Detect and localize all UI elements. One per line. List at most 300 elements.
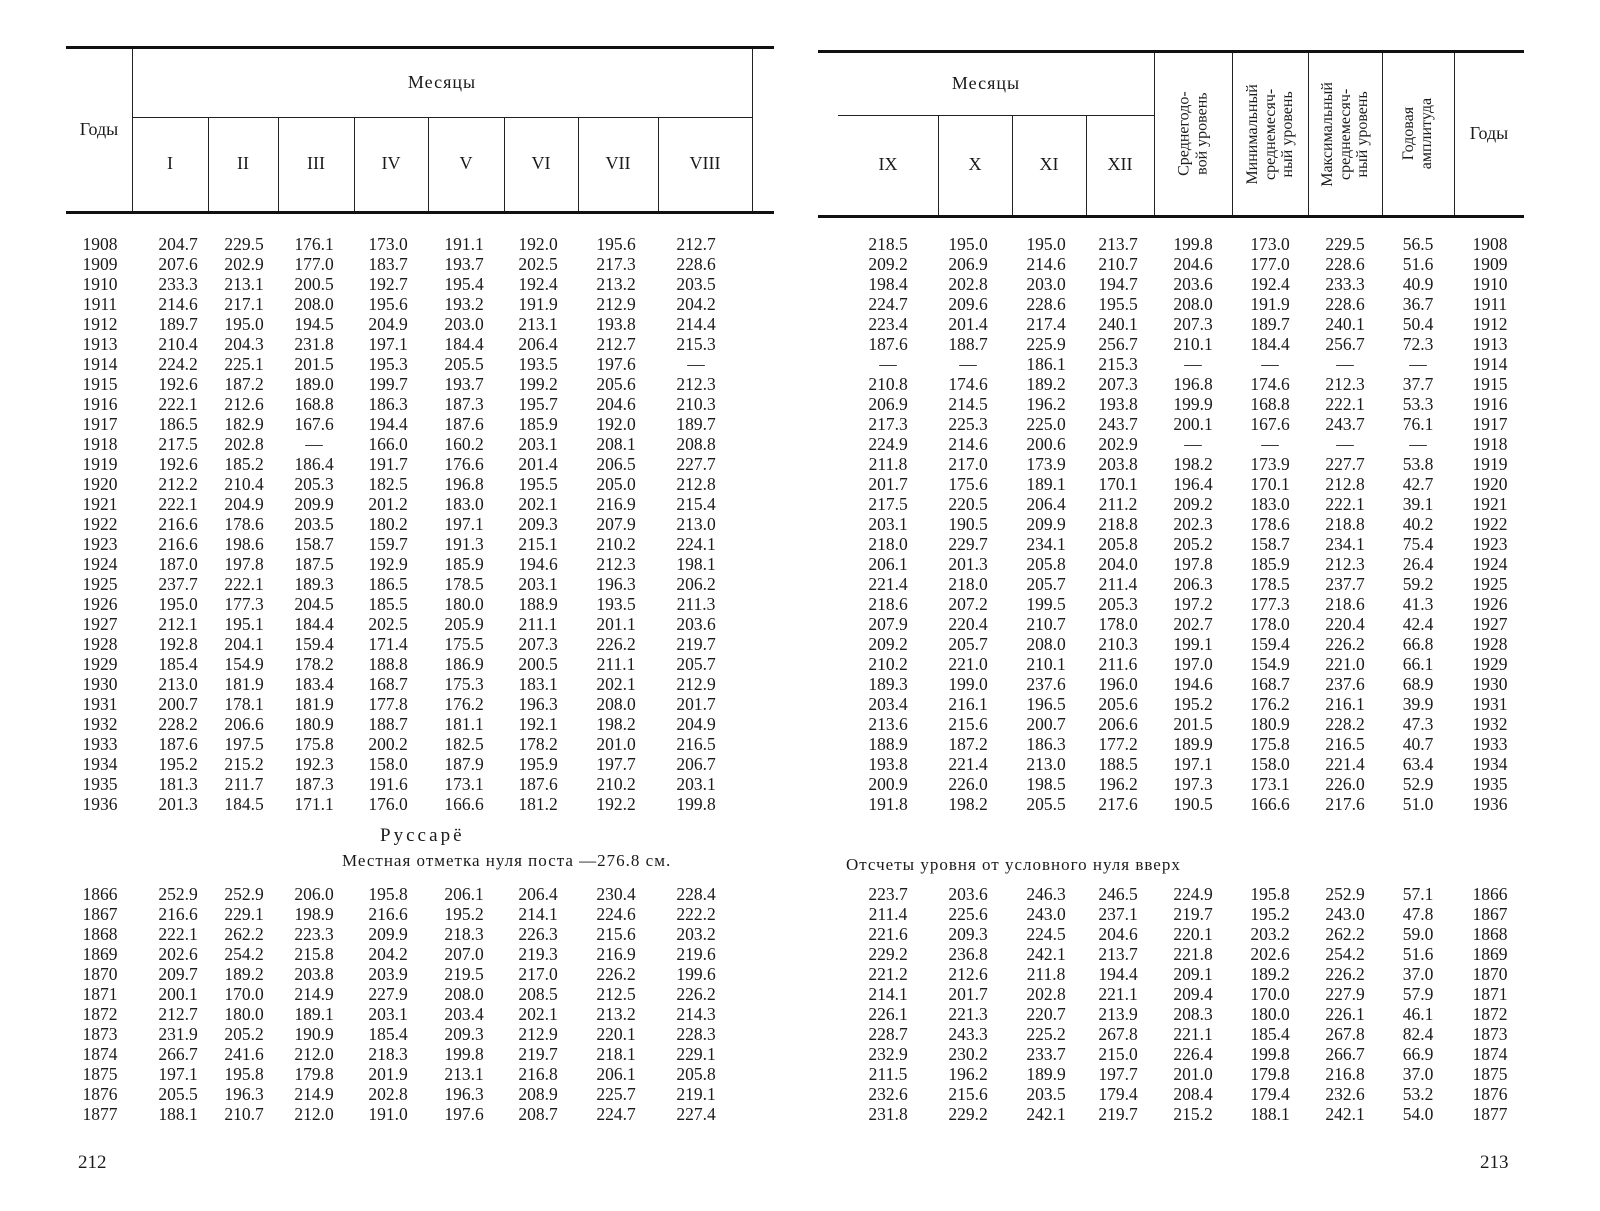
table-cell: 178.5 [444,574,484,594]
table-cell: 196.3 [518,694,558,714]
table-cell: 188.8 [368,654,408,674]
table-cell: 226.1 [1325,1004,1365,1024]
table-cell: 1912 [82,314,118,334]
table-cell: 193.7 [444,374,484,394]
table-cell: 228.4 [676,884,716,904]
table-body-1866-1877-right [818,884,1524,1124]
table-cell: 68.9 [1402,674,1434,694]
table-cell: 207.9 [596,514,636,534]
table-cell: 206.6 [1098,714,1138,734]
table-cell: 197.7 [1098,1064,1138,1084]
table-cell: 243.7 [1325,414,1365,434]
table-cell: 1917 [1472,414,1508,434]
table-cell: 252.9 [224,884,264,904]
table-cell: 203.5 [294,514,334,534]
table-cell: 211.5 [868,1064,908,1084]
table-cell: 205.3 [1098,594,1138,614]
table-cell: 1871 [82,984,118,1004]
table-cell: 195.8 [224,1064,264,1084]
table-cell: 224.6 [596,904,636,924]
table-cell: 39.9 [1402,694,1434,714]
table-row [818,454,1524,474]
table-cell: 184.5 [224,794,264,814]
table-cell: 203.0 [1026,274,1066,294]
table-cell: — [879,354,897,374]
table-cell: 209.7 [158,964,198,984]
table-cell: 221.4 [1325,754,1365,774]
table-row [818,474,1524,494]
table-cell: 211.1 [596,654,636,674]
table-cell: 204.2 [368,944,408,964]
table-cell: 205.8 [1098,534,1138,554]
table-row [66,274,766,294]
table-cell: 187.0 [158,554,198,574]
table-row [818,714,1524,734]
table-cell: 228.7 [868,1024,908,1044]
table-cell: 189.3 [294,574,334,594]
table-cell: 219.6 [676,944,716,964]
table-cell: 183.7 [368,254,408,274]
table-cell: 203.8 [1098,454,1138,474]
table-cell: 237.7 [1325,574,1365,594]
table-cell: 237.7 [158,574,198,594]
table-cell: 194.6 [518,554,558,574]
table-cell: 205.7 [676,654,716,674]
table-cell: 243.3 [948,1024,988,1044]
table-cell: 220.4 [1325,614,1365,634]
table-cell: 254.2 [1325,944,1365,964]
table-cell: 191.3 [444,534,484,554]
table-cell: 195.0 [224,314,264,334]
table-cell: 199.8 [676,794,716,814]
table-row [66,1024,766,1044]
table-cell: 183.1 [518,674,558,694]
table-cell: 242.1 [1026,1104,1066,1124]
table-cell: 217.3 [868,414,908,434]
table-cell: 210.1 [1026,654,1066,674]
table-cell: 206.2 [676,574,716,594]
table-cell: 197.6 [596,354,636,374]
table-cell: 215.4 [676,494,716,514]
table-cell: 178.2 [518,734,558,754]
table-cell: 159.4 [294,634,334,654]
table-row [818,924,1524,944]
table-cell: 203.1 [518,574,558,594]
table-cell: 202.1 [518,494,558,514]
table-cell: 211.6 [1098,654,1138,674]
table-cell: 202.6 [1250,944,1290,964]
table-cell: 212.8 [1325,474,1365,494]
table-cell: 40.7 [1402,734,1434,754]
table-cell: 191.6 [368,774,408,794]
table-cell: 205.8 [1026,554,1066,574]
table-cell: 1912 [1472,314,1508,334]
table-cell: 200.6 [1026,434,1066,454]
table-cell: 230.4 [596,884,636,904]
table-cell: 1875 [82,1064,118,1084]
table-cell: 226.2 [676,984,716,1004]
min-monthly-level-header: Минимальный среднемесяч- ный уровень [1243,83,1296,185]
table-cell: 187.6 [518,774,558,794]
table-cell: 195.5 [1098,294,1138,314]
table-cell: 181.1 [444,714,484,734]
table-cell: 214.6 [948,434,988,454]
table-row [66,944,766,964]
table-cell: 212.7 [158,1004,198,1024]
table-cell: 199.2 [518,374,558,394]
table-cell: 192.6 [158,454,198,474]
table-cell: 195.2 [158,754,198,774]
table-cell: 177.8 [368,694,408,714]
table-cell: 196.2 [948,1064,988,1084]
table-cell: 198.9 [294,904,334,924]
table-cell: 173.9 [1250,454,1290,474]
month-col-header: XII [1107,154,1133,175]
table-cell: 195.2 [1250,904,1290,924]
table-cell: 209.1 [1173,964,1213,984]
table-cell: 197.0 [1173,654,1213,674]
table-cell: 42.4 [1402,614,1434,634]
table-row [818,494,1524,514]
table-cell: 176.1 [294,234,334,254]
table-cell: 176.0 [368,794,408,814]
table-cell: 1933 [1472,734,1508,754]
table-cell: 197.1 [444,514,484,534]
table-cell: 218.6 [1325,594,1365,614]
left-page [0,0,790,1211]
table-cell: 66.9 [1402,1044,1434,1064]
table-cell: 1928 [1472,634,1508,654]
table-cell: 1934 [1472,754,1508,774]
table-cell: 229.7 [948,534,988,554]
table-cell: 54.0 [1402,1104,1434,1124]
table-cell: 229.2 [948,1104,988,1124]
table-cell: 220.4 [948,614,988,634]
table-cell: 202.1 [596,674,636,694]
table-cell: 266.7 [1325,1044,1365,1064]
table-cell: 267.8 [1098,1024,1138,1044]
table-cell: 197.7 [596,754,636,774]
table-cell: 1916 [1472,394,1508,414]
table-cell: 195.8 [368,884,408,904]
table-cell: 192.0 [518,234,558,254]
table-cell: 194.6 [1173,674,1213,694]
table-cell: 222.1 [158,924,198,944]
table-cell: 223.4 [868,314,908,334]
table-cell: 216.8 [518,1064,558,1084]
table-cell: 243.0 [1325,904,1365,924]
table-cell: 188.9 [868,734,908,754]
table-cell: 232.6 [1325,1084,1365,1104]
table-cell: 203.8 [294,964,334,984]
table-row [66,534,766,554]
table-cell: 53.8 [1402,454,1434,474]
table-cell: 205.0 [596,474,636,494]
table-cell: 1874 [82,1044,118,1064]
table-row [818,534,1524,554]
table-cell: 233.3 [1325,274,1365,294]
table-row [818,1044,1524,1064]
table-cell: 195.8 [1250,884,1290,904]
table-cell: 177.0 [1250,254,1290,274]
table-cell: 183.4 [294,674,334,694]
table-cell: 203.0 [444,314,484,334]
table-cell: 204.6 [1173,254,1213,274]
table-cell: — [1409,434,1427,454]
month-col-header: X [968,154,982,175]
table-cell: 225.9 [1026,334,1066,354]
table-cell: 195.9 [518,754,558,774]
table-cell: 51.6 [1402,254,1434,274]
table-cell: 213.0 [1026,754,1066,774]
table-cell: 173.1 [1250,774,1290,794]
table-row [66,434,766,454]
table-row [818,374,1524,394]
table-row [66,1044,766,1064]
table-cell: 230.2 [948,1044,988,1064]
table-cell: 232.9 [868,1044,908,1064]
table-cell: 203.4 [444,1004,484,1024]
table-cell: 198.4 [868,274,908,294]
table-cell: 187.2 [948,734,988,754]
table-cell: 212.9 [596,294,636,314]
table-cell: 212.3 [1325,374,1365,394]
table-cell: 201.7 [676,694,716,714]
table-cell: 212.0 [294,1104,334,1124]
table-cell: 197.2 [1173,594,1213,614]
table-cell: 176.2 [1250,694,1290,714]
table-cell: 226.0 [1325,774,1365,794]
table-cell: 158.7 [294,534,334,554]
table-cell: 197.1 [158,1064,198,1084]
table-cell: 199.8 [1173,234,1213,254]
table-row [66,884,766,904]
table-cell: 227.4 [676,1104,716,1124]
table-cell: 213.7 [1098,944,1138,964]
table-cell: 212.0 [294,1044,334,1064]
table-cell: 237.1 [1098,904,1138,924]
table-row [66,414,766,434]
table-cell: 189.7 [1250,314,1290,334]
table-row [66,694,766,714]
table-cell: 222.1 [1325,394,1365,414]
table-cell: 210.4 [224,474,264,494]
table-cell: 51.6 [1402,944,1434,964]
table-cell: 197.8 [224,554,264,574]
table-cell: 196.2 [1098,774,1138,794]
table-cell: 200.9 [868,774,908,794]
table-cell: 262.2 [224,924,264,944]
table-cell: 1914 [82,354,118,374]
table-cell: 212.1 [158,614,198,634]
table-cell: 208.9 [518,1084,558,1104]
table-cell: 199.5 [1026,594,1066,614]
table-cell: 201.4 [518,454,558,474]
table-cell: 173.0 [1250,234,1290,254]
table-cell: 190.5 [948,514,988,534]
table-cell: 206.9 [868,394,908,414]
table-cell: 223.3 [294,924,334,944]
table-cell: 180.0 [224,1004,264,1024]
table-cell: 199.7 [368,374,408,394]
table-cell: — [305,434,323,454]
table-cell: 202.8 [1026,984,1066,1004]
table-cell: 1913 [82,334,118,354]
table-cell: 206.4 [518,884,558,904]
table-cell: 207.3 [1173,314,1213,334]
table-cell: 210.3 [1098,634,1138,654]
table-cell: 185.9 [1250,554,1290,574]
table-cell: 212.8 [676,474,716,494]
table-cell: 186.3 [368,394,408,414]
table-cell: 209.2 [1173,494,1213,514]
table-cell: 219.7 [676,634,716,654]
table-cell: 178.0 [1250,614,1290,634]
table-cell: 212.6 [224,394,264,414]
table-row [818,884,1524,904]
table-cell: 226.1 [868,1004,908,1024]
table-cell: 237.6 [1026,674,1066,694]
table-cell: 1926 [1472,594,1508,614]
table-body-1908-1936-right [818,234,1524,814]
table-cell: 201.0 [596,734,636,754]
table-cell: 203.1 [676,774,716,794]
table-cell: 26.4 [1402,554,1434,574]
month-col-header: VIII [689,153,721,174]
table-cell: 187.3 [294,774,334,794]
table-cell: 177.0 [294,254,334,274]
table-cell: 202.5 [518,254,558,274]
table-cell: 210.3 [676,394,716,414]
table-cell: 220.1 [596,1024,636,1044]
table-cell: 184.4 [1250,334,1290,354]
table-cell: — [1336,434,1354,454]
table-cell: 191.0 [368,1104,408,1124]
table-cell: 186.1 [1026,354,1066,374]
table-row [66,634,766,654]
table-cell: 204.9 [368,314,408,334]
table-cell: 176.2 [444,694,484,714]
table-cell: 224.5 [1026,924,1066,944]
table-cell: 202.8 [368,1084,408,1104]
table-cell: 203.2 [676,924,716,944]
table-cell: 191.7 [368,454,408,474]
table-cell: 204.6 [1098,924,1138,944]
table-cell: 224.7 [868,294,908,314]
table-cell: 185.9 [444,554,484,574]
table-cell: 191.8 [868,794,908,814]
month-col-header: VII [605,153,631,174]
table-cell: 42.7 [1402,474,1434,494]
table-row [66,454,766,474]
table-cell: 203.9 [368,964,408,984]
table-cell: 171.1 [294,794,334,814]
table-row [818,1064,1524,1084]
table-cell: 241.6 [224,1044,264,1064]
table-cell: 203.5 [1026,1084,1066,1104]
table-cell: 41.3 [1402,594,1434,614]
table-cell: 195.3 [368,354,408,374]
table-cell: 214.5 [948,394,988,414]
table-cell: 215.2 [1173,1104,1213,1124]
table-body-1866-1877-left [66,884,766,1124]
table-cell: 215.6 [948,1084,988,1104]
table-cell: 207.3 [1098,374,1138,394]
table-cell: 1870 [1472,964,1508,984]
table-cell: 158.0 [368,754,408,774]
table-cell: 178.6 [1250,514,1290,534]
table-row [66,774,766,794]
table-cell: 1928 [82,634,118,654]
table-cell: 1866 [82,884,118,904]
table-cell: 216.9 [596,944,636,964]
table-cell: 181.3 [158,774,198,794]
table-cell: 57.1 [1402,884,1434,904]
table-cell: 246.5 [1098,884,1138,904]
table-cell: 217.0 [948,454,988,474]
table-cell: 202.9 [1098,434,1138,454]
table-cell: 228.6 [1325,294,1365,314]
table-cell: 184.4 [444,334,484,354]
table-row [818,354,1524,374]
table-cell: 191.9 [518,294,558,314]
table-cell: 188.7 [948,334,988,354]
table-cell: 219.3 [518,944,558,964]
table-cell: 206.3 [1173,574,1213,594]
table-cell: 203.6 [1173,274,1213,294]
table-cell: 226.2 [1325,964,1365,984]
table-cell: 194.5 [294,314,334,334]
table-cell: 206.6 [224,714,264,734]
table-row [818,694,1524,714]
table-cell: 170.0 [1250,984,1290,1004]
table-cell: 210.2 [868,654,908,674]
table-cell: 40.2 [1402,514,1434,534]
table-cell: 222.1 [158,494,198,514]
table-cell: 190.9 [294,1024,334,1044]
table-row [66,334,766,354]
table-cell: 178.2 [294,654,334,674]
table-cell: 267.8 [1325,1024,1365,1044]
table-row [66,984,766,1004]
table-cell: 204.5 [294,594,334,614]
table-cell: 1927 [1472,614,1508,634]
table-cell: 40.9 [1402,274,1434,294]
table-cell: 203.4 [868,694,908,714]
table-cell: 227.7 [1325,454,1365,474]
table-cell: 167.6 [1250,414,1290,434]
table-row [66,964,766,984]
table-cell: 205.5 [444,354,484,374]
table-cell: — [1409,354,1427,374]
table-cell: 186.5 [368,574,408,594]
table-cell: 203.6 [948,884,988,904]
table-cell: 208.4 [1173,1084,1213,1104]
table-cell: 193.2 [444,294,484,314]
table-cell: 47.3 [1402,714,1434,734]
table-cell: 223.7 [868,884,908,904]
table-cell: 205.2 [224,1024,264,1044]
table-cell: 208.7 [518,1104,558,1124]
table-cell: 229.5 [224,234,264,254]
table-cell: 221.4 [948,754,988,774]
table-cell: 39.1 [1402,494,1434,514]
table-cell: 221.1 [1173,1024,1213,1044]
table-cell: 1923 [82,534,118,554]
table-cell: 201.5 [1173,714,1213,734]
table-cell: 252.9 [158,884,198,904]
table-cell: 227.7 [676,454,716,474]
